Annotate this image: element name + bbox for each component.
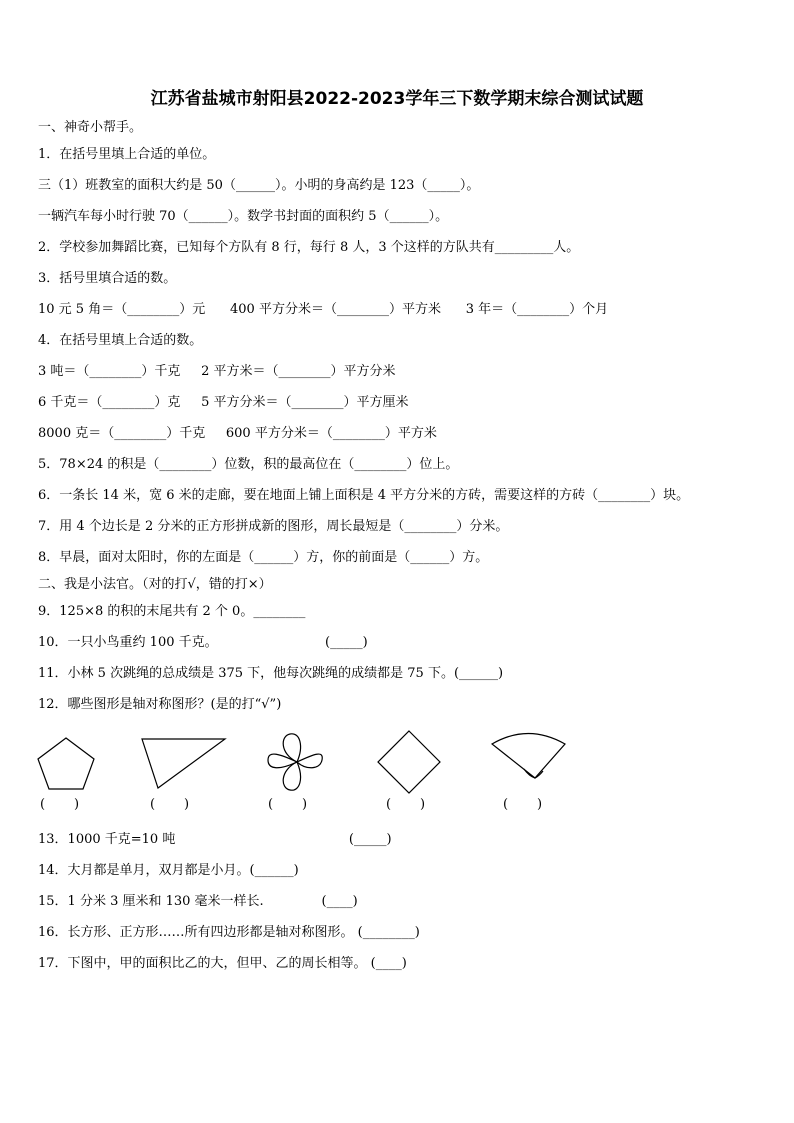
page-title: 江苏省盐城市射阳县2022-2023学年三下数学期末综合测试试题 — [150, 89, 644, 109]
question-8: 8．早晨，面对太阳时，你的左面是（______）方，你的前面是（______）方。 — [38, 550, 489, 565]
question-4-line-3: 8000 克＝（________）千克 600 平方分米＝（________）平方米 — [38, 426, 437, 441]
question-1: 1．在括号里填上合适的单位。 — [38, 147, 216, 162]
triangle-shape — [142, 739, 225, 788]
question-17: 17．下图中，甲的面积比乙的大，但甲、乙的周长相等。 (____) — [38, 956, 407, 971]
section-2-heading: 二、我是小法官。（对的打√，错的打×） — [38, 577, 272, 592]
question-7: 7．用 4 个边长是 2 分米的正方形拼成新的图形，周长最短是（________）分米。 — [38, 519, 509, 534]
four-leaf-shape — [268, 734, 322, 790]
symmetry-shapes — [30, 726, 590, 796]
question-3-line-1: 10 元 5 角＝（________）元 400 平方分米＝（________）平方米 3 年＝（________）个月 — [38, 302, 609, 317]
question-12: 12．哪些图形是轴对称图形？(是的打“√”) — [38, 697, 282, 712]
question-5: 5．78×24 的积是（________）位数，积的最高位在（________）位上。 — [38, 457, 459, 472]
question-1-line-2: 一辆汽车每小时行驶 70（______）。数学书封面的面积约 5（______）。 — [38, 209, 449, 224]
question-3: 3．括号里填合适的数。 — [38, 271, 177, 286]
shape-answer-4: ( ) — [386, 797, 426, 812]
shape-answer-3: ( ) — [268, 797, 308, 812]
question-1-line-1: 三（1）班教室的面积大约是 50（______）。小明的身高约是 123（_____）。 — [38, 178, 480, 193]
shape-answer-5: ( ) — [503, 797, 543, 812]
pentagon-shape — [38, 738, 94, 789]
question-15: 15．1 分米 3 厘米和 130 毫米一样长. (____) — [38, 894, 358, 909]
question-13: 13．1000 千克=10 吨 (_____) — [38, 832, 392, 847]
question-4-line-1: 3 吨＝（________）千克 2 平方米＝（________）平方分米 — [38, 364, 396, 379]
shape-answer-2: ( ) — [150, 797, 190, 812]
question-2: 2．学校参加舞蹈比赛，已知每个方队有 8 行，每行 8 人，3 个这样的方队共有_________人。 — [38, 240, 580, 255]
fan-shape — [492, 734, 565, 779]
section-1-heading: 一、神奇小帮手。 — [38, 120, 143, 135]
question-6: 6．一条长 14 米，宽 6 米的走廊，要在地面上铺上面积是 4 平方分米的方砖，需要这样的方砖（________）块。 — [38, 488, 690, 503]
question-9: 9．125×8 的积的末尾共有 2 个 0。________ — [38, 604, 306, 619]
shape-answer-1: ( ) — [40, 797, 80, 812]
question-16: 16．长方形、正方形……所有四边形都是轴对称图形。 (________) — [38, 925, 420, 940]
question-4-line-2: 6 千克＝（________）克 5 平方分米＝（________）平方厘米 — [38, 395, 409, 410]
question-4: 4．在括号里填上合适的数。 — [38, 333, 203, 348]
diamond-shape — [378, 731, 440, 793]
question-11: 11．小林 5 次跳绳的总成绩是 375 下，他每次跳绳的成绩都是 75 下。(______) — [38, 666, 504, 681]
question-10: 10．一只小鸟重约 100 千克。 (_____) — [38, 635, 368, 650]
question-14: 14．大月都是单月，双月都是小月。(______) — [38, 863, 299, 878]
